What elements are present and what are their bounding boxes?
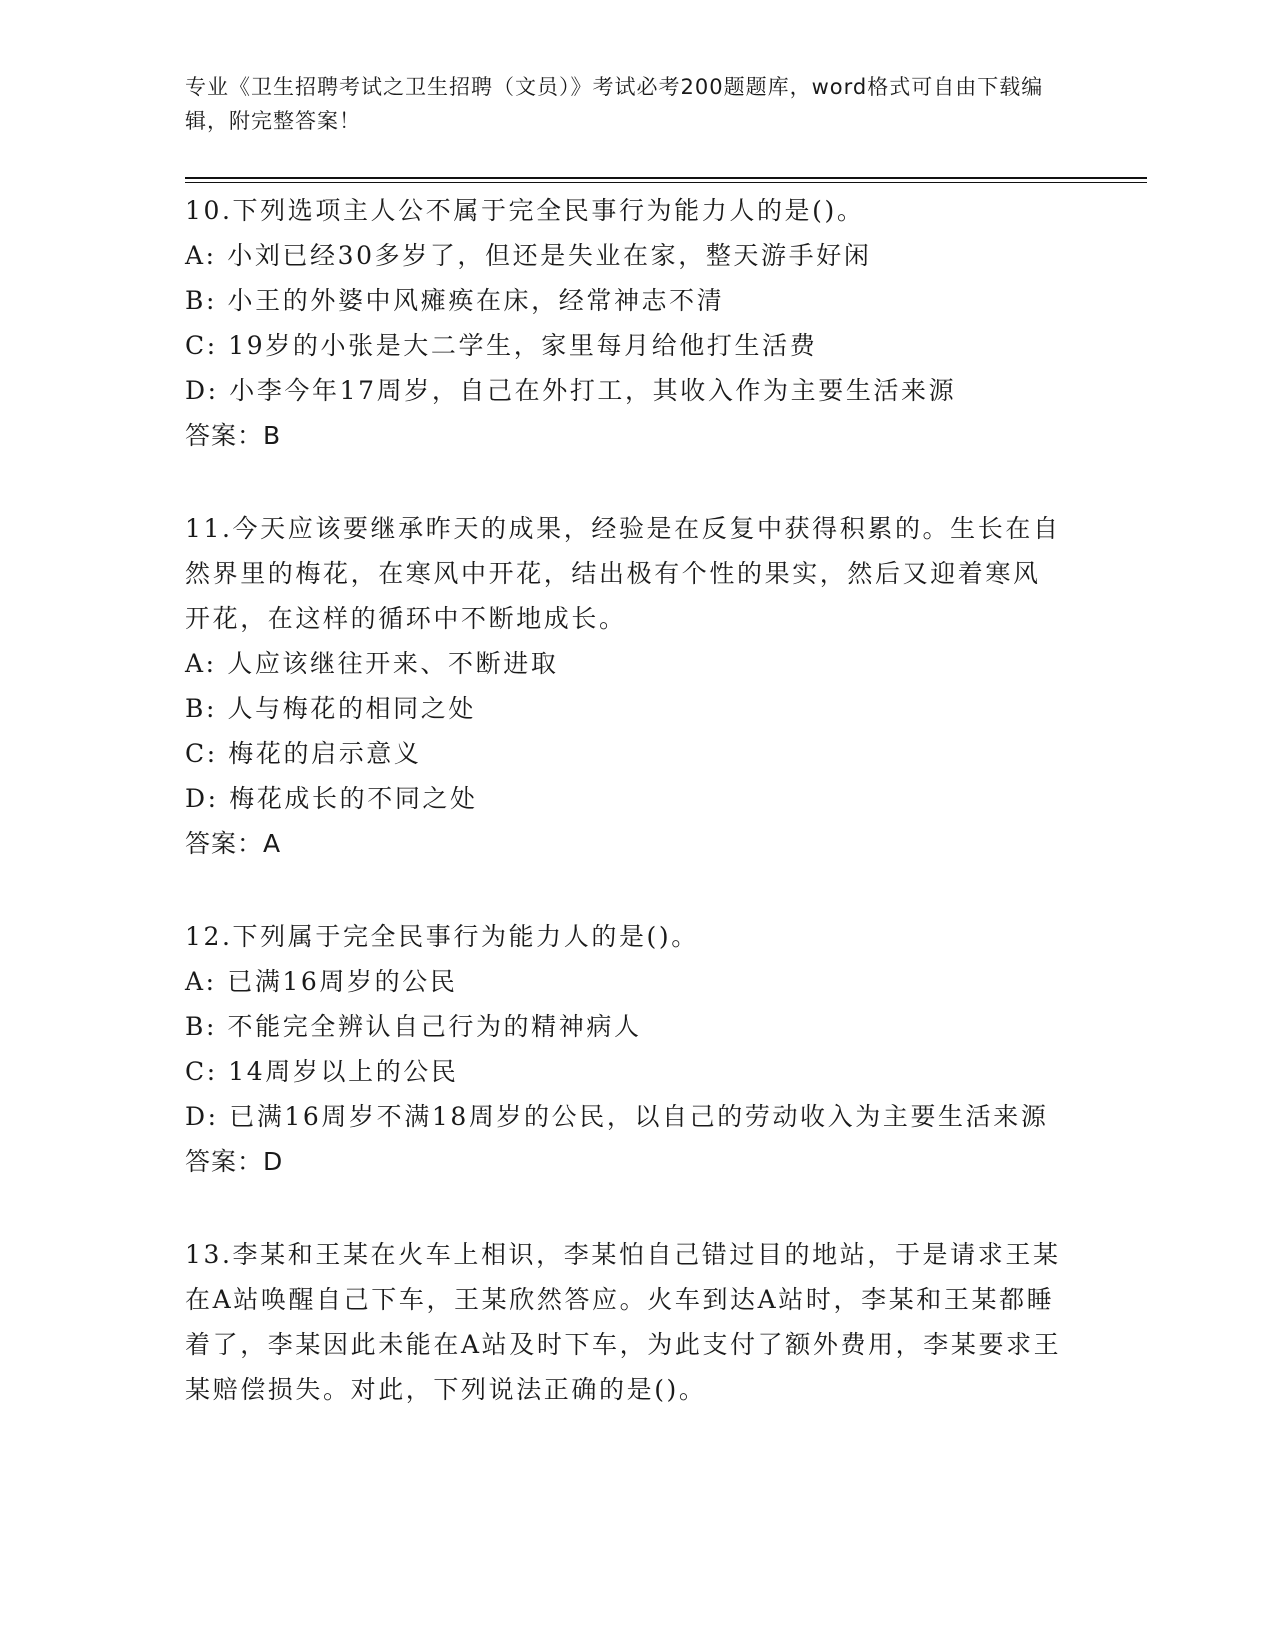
question-12 [185, 914, 1065, 1184]
question-stem: 10.下列选项主人公不属于完全民事行为能力人的是()。 [185, 196, 865, 225]
option-c: C: 梅花的启示意义 [185, 739, 422, 768]
option-a: A: 人应该继往开来、不断进取 [185, 649, 559, 678]
option-c: C: 19岁的小张是大二学生，家里每月给他打生活费 [185, 331, 818, 360]
option-b: B: 不能完全辨认自己行为的精神病人 [185, 1012, 642, 1041]
question-13 [185, 1232, 1065, 1412]
option-d: D: 已满16周岁不满18周岁的公民，以自己的劳动收入为主要生活来源 [185, 1102, 1049, 1131]
question-stem: 12.下列属于完全民事行为能力人的是()。 [185, 922, 699, 951]
header-divider-thin [185, 182, 1147, 183]
answer-line: 答案：A [185, 829, 282, 858]
option-a: A: 小刘已经30多岁了，但还是失业在家，整天游手好闲 [185, 241, 872, 270]
option-b: B: 人与梅花的相同之处 [185, 694, 476, 723]
answer-line: 答案：B [185, 421, 282, 450]
question-stem: 11.今天应该要继承昨天的成果，经验是在反复中获得积累的。生长在自然界里的梅花，在寒风中开花，结出极有个性的果实，然后又迎着寒风开花，在这样的循环中不断地成长。 [185, 514, 1061, 633]
header-divider-thick [185, 177, 1147, 179]
option-b: B: 小王的外婆中风瘫痪在床，经常神志不清 [185, 286, 725, 315]
question-stem: 13.李某和王某在火车上相识，李某怕自己错过目的地站，于是请求王某在A站唤醒自己下车，王某欣然答应。火车到达A站时，李某和王某都睡着了，李某因此未能在A站及时下车，为此支付了额外费用，李某要求王某赔偿损失。对此，下列说法正确的是()。 [185, 1240, 1062, 1404]
option-d: D: 梅花成长的不同之处 [185, 784, 478, 813]
question-list [185, 188, 1065, 1460]
document-header: 专业《卫生招聘考试之卫生招聘（文员）》考试必考200题题库，word格式可自由下载编辑，附完整答案！ [185, 75, 1044, 133]
question-11 [185, 506, 1065, 866]
question-10 [185, 188, 1065, 458]
answer-line: 答案：D [185, 1147, 284, 1176]
option-a: A: 已满16周岁的公民 [185, 967, 458, 996]
option-c: C: 14周岁以上的公民 [185, 1057, 459, 1086]
option-d: D: 小李今年17周岁，自己在外打工，其收入作为主要生活来源 [185, 376, 957, 405]
